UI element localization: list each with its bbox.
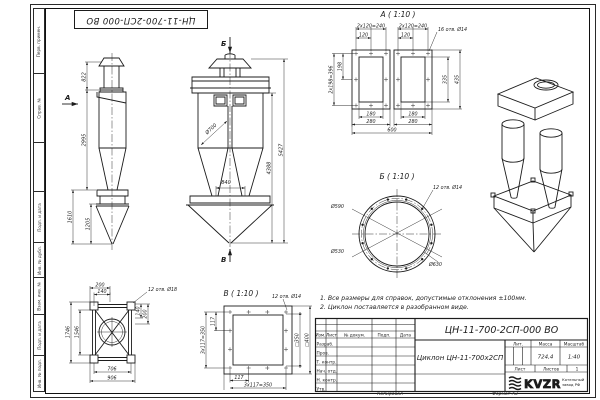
margin-box bbox=[33, 314, 45, 355]
sheets-value: 1 bbox=[575, 367, 579, 373]
margin-label: Перв. примен. bbox=[36, 25, 42, 57]
section-a-drawing bbox=[322, 6, 474, 148]
dim-706: 706 bbox=[107, 367, 117, 373]
dim-140-right: 140 bbox=[136, 306, 142, 316]
dim-3x117-left: 3x117=350 bbox=[201, 325, 207, 355]
col-list: Лист bbox=[326, 333, 337, 339]
view-arrow-a-label: А bbox=[65, 94, 71, 102]
dim-906: 906 bbox=[107, 376, 117, 382]
dim-2x198: 2x198=396 bbox=[329, 65, 335, 94]
support-flange-circle bbox=[97, 317, 127, 347]
view-arrow-b-label: Б bbox=[221, 40, 227, 48]
margin-box bbox=[33, 191, 45, 242]
scale-value: 1:40 bbox=[567, 354, 581, 361]
dim-120-right: 120 bbox=[400, 33, 411, 39]
margin-box-empty bbox=[33, 142, 45, 191]
company-name-line2: завод РФ bbox=[562, 382, 581, 387]
bolt-crosses bbox=[228, 310, 288, 370]
dim-d530: Ø530 bbox=[331, 250, 344, 255]
dim-198: 198 bbox=[338, 61, 344, 72]
margin-box bbox=[33, 355, 45, 392]
col-podp: Подп. bbox=[377, 333, 391, 339]
front-view-drawing bbox=[183, 32, 318, 267]
notes bbox=[320, 294, 582, 312]
product-name: Циклон ЦН-11-700х2СП bbox=[416, 354, 504, 362]
dim-117-bottom: 117 bbox=[234, 376, 244, 381]
dim-335: 335 bbox=[443, 74, 449, 85]
margin-strip bbox=[33, 8, 45, 392]
col-izm: Изм. bbox=[315, 333, 326, 339]
row-nachotd: Нач. отд. bbox=[316, 369, 338, 375]
scale-label: Масштаб bbox=[563, 342, 585, 348]
section-b-title: Б ( 1:10 ) bbox=[379, 172, 415, 181]
dim-280-left: 280 bbox=[366, 120, 376, 125]
dim-1205: 1205 bbox=[85, 217, 92, 231]
section-v-title: В ( 1:10 ) bbox=[223, 289, 259, 298]
holes-12-d14: 12 отв. Ø14 bbox=[272, 295, 302, 300]
dim-sq400: □400 bbox=[305, 333, 311, 347]
margin-label: Подп. и дата bbox=[36, 320, 42, 350]
margin-label: Справ. № bbox=[36, 97, 42, 119]
title-block bbox=[315, 318, 588, 392]
dim-2995: 2995 bbox=[81, 133, 88, 147]
dim-180-right: 180 bbox=[408, 112, 418, 118]
section-v-drawing bbox=[196, 286, 326, 394]
company-logo bbox=[509, 377, 585, 391]
support-view-drawing bbox=[58, 280, 204, 394]
format-label: Формат А3 bbox=[492, 391, 518, 397]
margin-label: Инв. № подл. bbox=[36, 359, 42, 388]
dim-280-right: 280 bbox=[408, 120, 418, 125]
holes-12-d14: 12 отв. Ø14 bbox=[433, 186, 463, 191]
dim-240-left: 2x120=240 bbox=[356, 24, 386, 30]
dim-600: 600 bbox=[387, 128, 397, 134]
mass-value: 724,4 bbox=[537, 354, 554, 361]
dim-822: 822 bbox=[81, 72, 88, 82]
dim-d590: Ø590 bbox=[331, 205, 344, 210]
dim-435: 435 bbox=[455, 74, 461, 85]
section-a-title: А ( 1:10 ) bbox=[380, 10, 416, 19]
row-tkontr: Т. контр. bbox=[316, 360, 337, 366]
bolt-crosses bbox=[354, 52, 430, 108]
view-arrow-v-label: В bbox=[221, 256, 227, 264]
lit-label: Лит. bbox=[513, 342, 523, 348]
margin-box bbox=[33, 8, 45, 73]
row-prov: Пров. bbox=[316, 351, 329, 357]
dim-140-top: 140 bbox=[97, 290, 107, 295]
section-a-dim-lines bbox=[332, 27, 462, 135]
dim-117-left: 117 bbox=[211, 316, 217, 327]
sheets-label: Листов bbox=[542, 367, 560, 373]
logo-text: KVZR bbox=[524, 377, 562, 391]
mass-label: Масса bbox=[538, 342, 553, 348]
note-line-2: 2. Циклон поставляется в разобранном виде. bbox=[320, 304, 469, 311]
dim-3x117-bottom: 3x117=350 bbox=[243, 383, 273, 389]
row-utv: Утв. bbox=[316, 387, 326, 393]
dim-240-right: 2x120=240 bbox=[398, 24, 428, 30]
square-flange bbox=[224, 306, 292, 374]
margin-label: Взам. инв. № bbox=[36, 281, 42, 311]
section-b-drawing bbox=[330, 168, 475, 292]
isometric-view-drawing bbox=[485, 56, 590, 261]
waves-icon bbox=[509, 377, 521, 390]
flange-rects bbox=[352, 50, 432, 109]
company-name-line1: Котельный bbox=[562, 377, 585, 382]
side-cyclone-outline bbox=[96, 58, 129, 244]
col-docnum: № докум. bbox=[343, 333, 366, 339]
margin-label: Инв. № дубл. bbox=[36, 245, 42, 275]
row-nkontr: Н. контр. bbox=[316, 378, 338, 384]
dim-d630: Ø630 bbox=[429, 263, 442, 268]
support-frame bbox=[90, 302, 135, 363]
dim-5427: 5427 bbox=[278, 143, 285, 157]
dim-200-top: 200 bbox=[95, 283, 105, 289]
doc-code: ЦН-11-700-2СП-000 ВО bbox=[444, 325, 559, 336]
margin-box bbox=[33, 73, 45, 142]
margin-box bbox=[33, 277, 45, 314]
iso-cyclone bbox=[491, 78, 573, 252]
inverted-code-box bbox=[74, 10, 208, 29]
holes-12-d18: 12 отв. Ø18 bbox=[148, 288, 178, 293]
note-line-1: 1. Все размеры для справок, допустимые отклонения ±100мм. bbox=[320, 295, 527, 302]
sheet-label: Лист bbox=[514, 367, 526, 373]
dim-1746: 1746 bbox=[66, 325, 72, 339]
dim-d700: Ø700 bbox=[204, 122, 219, 137]
holes-16-d14: 16 отв. Ø14 bbox=[438, 28, 468, 33]
dim-1546: 1546 bbox=[75, 325, 81, 339]
dim-180-left: 180 bbox=[366, 112, 376, 118]
dim-1610: 1610 bbox=[67, 210, 74, 224]
row-razrab: Разраб. bbox=[316, 342, 334, 348]
dim-4388: 4388 bbox=[266, 161, 273, 175]
kopiroval-label: Копировал bbox=[377, 391, 403, 397]
dim-120-left: 120 bbox=[358, 33, 369, 39]
dim-840: 840 bbox=[221, 180, 231, 186]
margin-label: Подп. и дата bbox=[36, 202, 42, 232]
dim-200-right: 200 bbox=[143, 309, 149, 319]
side-view-drawing bbox=[48, 30, 193, 255]
front-dim-lines bbox=[201, 37, 288, 262]
margin-box bbox=[33, 242, 45, 277]
col-data: Дата bbox=[399, 333, 412, 339]
dim-sq350: □350 bbox=[295, 333, 301, 347]
doc-code-inverted: ЦН-11-700-2СП-000 ВО bbox=[86, 14, 196, 25]
